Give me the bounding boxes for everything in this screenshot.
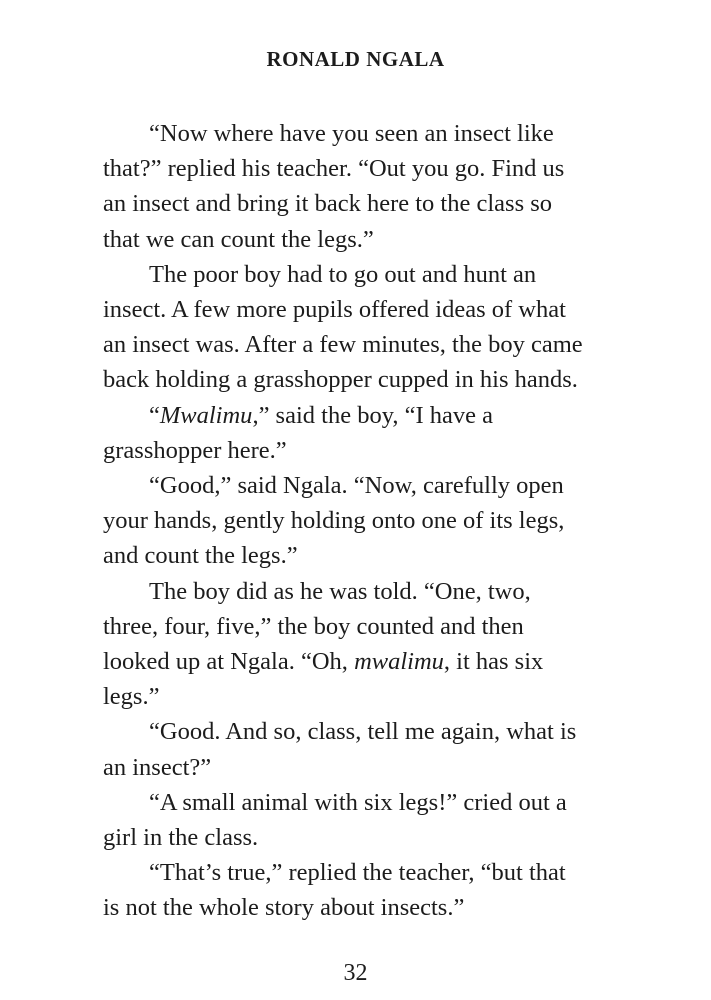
text-run: ,” said the boy, “I have a xyxy=(252,401,494,429)
running-head: RONALD NGALA xyxy=(266,47,445,71)
italic-term: mwalimu xyxy=(354,648,444,676)
paragraph xyxy=(103,398,623,468)
body-text xyxy=(103,116,623,926)
text-line: “That’s true,” replied the teacher, “but that xyxy=(149,859,566,887)
text-line: an insect and bring it back here to the class so xyxy=(103,190,553,218)
text-line: your hands, gently holding onto one of its legs, xyxy=(103,507,565,535)
paragraph xyxy=(103,855,623,925)
text-line: “Good,” said Ngala. “Now, carefully open xyxy=(149,472,564,500)
text-line: is not the whole story about insects.” xyxy=(103,894,465,922)
text-line: an insect?” xyxy=(103,753,212,781)
text-line: grasshopper here.” xyxy=(103,436,287,464)
text-line: back holding a grasshopper cupped in his hands. xyxy=(103,366,578,394)
text-line: that we can count the legs.” xyxy=(103,225,374,253)
text-line: an insect was. After a few minutes, the boy came xyxy=(103,331,583,359)
page-number: 32 xyxy=(343,960,368,986)
text-line: The poor boy had to go out and hunt an xyxy=(149,260,537,288)
paragraph xyxy=(103,714,623,784)
text-line: insect. A few more pupils offered ideas of what xyxy=(103,296,566,324)
paragraph xyxy=(103,468,623,574)
paragraph xyxy=(103,116,623,257)
text-line: “Now where have you seen an insect like xyxy=(149,120,554,147)
text-line: “Good. And so, class, tell me again, what is xyxy=(149,718,577,746)
text-line: The boy did as he was told. “One, two, xyxy=(149,577,531,605)
text-run: , it has six xyxy=(443,648,544,676)
text-line: that?” replied his teacher. “Out you go. Find us xyxy=(103,155,565,183)
paragraph xyxy=(103,574,623,715)
text-line: “A small animal with six legs!” cried out a xyxy=(149,788,567,816)
italic-term: Mwalimu xyxy=(159,401,253,429)
text-line xyxy=(103,398,623,433)
text-line: legs.” xyxy=(103,683,160,711)
text-run: “ xyxy=(149,401,160,429)
text-line: and count the legs.” xyxy=(103,542,298,570)
paragraph xyxy=(103,785,623,855)
paragraph xyxy=(103,257,623,398)
text-line xyxy=(103,644,623,679)
text-line: girl in the class. xyxy=(103,824,259,852)
text-run: looked up at Ngala. “Oh, xyxy=(103,648,355,676)
text-line: three, four, five,” the boy counted and then xyxy=(103,612,524,640)
